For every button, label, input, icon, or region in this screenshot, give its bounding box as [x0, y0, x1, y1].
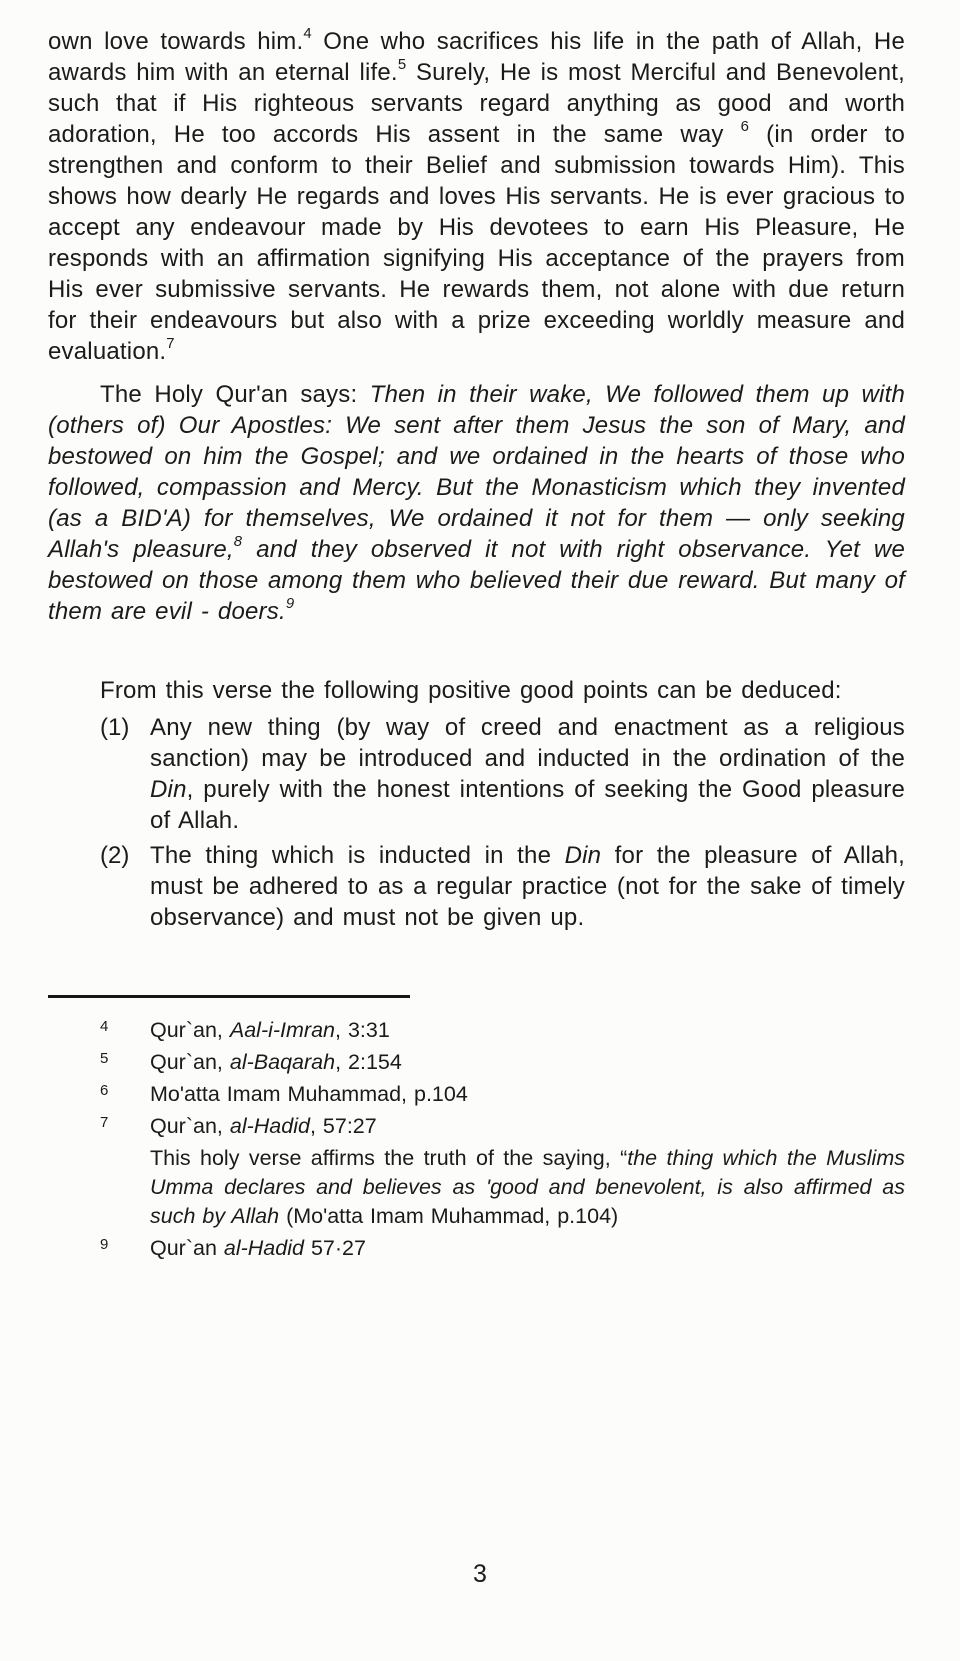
quran-quote-paragraph	[48, 379, 905, 627]
text-segment: al-Baqarah	[229, 1050, 336, 1074]
footnote-text	[150, 1112, 905, 1141]
numbered-list	[100, 712, 905, 933]
text-segment: , 57:27	[309, 1114, 377, 1138]
text-segment: Din	[150, 776, 187, 803]
footnote-ref: 8	[233, 534, 243, 550]
text-segment: , 2:154	[335, 1050, 402, 1074]
footnote-continuation-row	[100, 1144, 905, 1231]
footnote-number: 5	[100, 1050, 109, 1067]
text-segment: Then in their wake, We followed them up with (others of) Our Apostles: We sent after them Jesus the son of Mary, and bestowed on him the Gospel; and we ordained in the hearts of those who followed, compassion and Mercy. But the Monasticism which they invented (as a BID'A) for themselves, We ordained it not for them — only seeking Allah's pleasure,	[48, 381, 906, 563]
text-segment: and they observed it not with right observance. Yet we bestowed on those among them who believed their due reward. But many of them are evil - doers.	[48, 536, 905, 625]
text-segment: Qur`an,	[150, 1114, 230, 1138]
list-item-number: (1)	[100, 714, 130, 741]
footnote-ref: 5	[397, 57, 407, 73]
text-segment: (Mo'atta Imam Muhammad, p.104)	[279, 1204, 619, 1228]
text-segment: , purely with the honest intentions of seeking the Good pleasure of Allah.	[150, 776, 905, 834]
list-item-number: (2)	[100, 842, 130, 869]
footnote-number-empty	[100, 1140, 150, 1227]
list-item-text	[150, 712, 905, 836]
footnote-number: 4	[100, 1018, 109, 1035]
text-segment: From this verse the following positive good points can be deduced:	[100, 677, 842, 704]
footnote-row	[100, 1048, 905, 1077]
footnote-text	[150, 1144, 905, 1231]
text-segment: (in order to strengthen and conform to their Belief and submission towards Him). This shows how dearly He regards and loves His servants. He is ever gracious to accept any endeavour made by His devotees to earn His Pleasure, He responds with an affirmation signifying His acceptance of the prayers from His ever submissive servants. He rewards them, not alone with due return for their endeavours but also with a prize exceeding worldly measure and evaluation.	[48, 121, 905, 365]
footnote-number: 6	[100, 1082, 109, 1099]
footnote-row	[100, 1234, 905, 1263]
footnote-ref: 4	[303, 26, 312, 42]
footnote-number: 7	[100, 1114, 109, 1131]
page-number: 3	[473, 1560, 487, 1588]
footnote-row	[100, 1080, 905, 1109]
footnote-row	[100, 1016, 905, 1045]
text-segment: Qur`an	[150, 1236, 224, 1260]
footnote-text	[150, 1048, 905, 1077]
deductions-intro-paragraph	[48, 675, 905, 706]
footnote-ref: 7	[166, 336, 175, 352]
text-segment: The Holy Qur'an says:	[100, 381, 370, 408]
text-segment: , 3:31	[335, 1018, 390, 1042]
footnotes-section	[100, 1016, 905, 1263]
text-segment: Surely, He is most Merciful and Benevolent, such that if His righteous servants regard anything as good and worth adoration, He too accords His assent in the same way	[48, 59, 906, 148]
footnote-row	[100, 1112, 905, 1141]
footnote-text	[150, 1016, 905, 1045]
footnote-ref: 6	[740, 119, 750, 135]
text-segment: 57·27	[303, 1236, 366, 1260]
text-segment: Qur`an,	[150, 1050, 230, 1074]
text-segment: Mo'atta Imam Muhammad, p.104	[150, 1082, 468, 1106]
text-segment: al-Hadid	[229, 1114, 310, 1138]
text-segment: for the pleasure of Allah, must be adhered to as a regular practice (not for the sake of timely observance) and must not be given up.	[150, 842, 906, 931]
list-item-text	[150, 840, 905, 933]
text-segment: This holy verse affirms the truth of the saying, “	[150, 1146, 628, 1170]
text-segment: Any new thing (by way of creed and enactment as a religious sanction) may be introduced and inducted in the ordination of the	[150, 714, 905, 772]
footnote-ref: 9	[285, 596, 295, 612]
list-item	[100, 840, 905, 933]
text-segment: The thing which is inducted in the	[150, 842, 565, 869]
text-segment: the thing which the Muslims Umma declares and believes as 'good and benevolent, is also affirmed as such by Allah	[150, 1146, 905, 1228]
list-item	[100, 712, 905, 836]
footnote-separator-rule	[48, 995, 410, 998]
footnote-number: 9	[100, 1236, 109, 1253]
text-segment: al-Hadid	[223, 1236, 304, 1260]
text-segment: own love towards him.	[48, 28, 304, 55]
text-segment: Qur`an,	[150, 1018, 230, 1042]
footnote-text	[150, 1234, 905, 1263]
footnote-text	[150, 1080, 905, 1109]
paragraph-continuation	[48, 26, 905, 367]
text-segment: One who sacrifices his life in the path of Allah, He awards him with an eternal life.	[48, 28, 905, 86]
text-segment: Aal-i-Imran	[229, 1018, 336, 1042]
text-segment: Din	[564, 842, 602, 869]
